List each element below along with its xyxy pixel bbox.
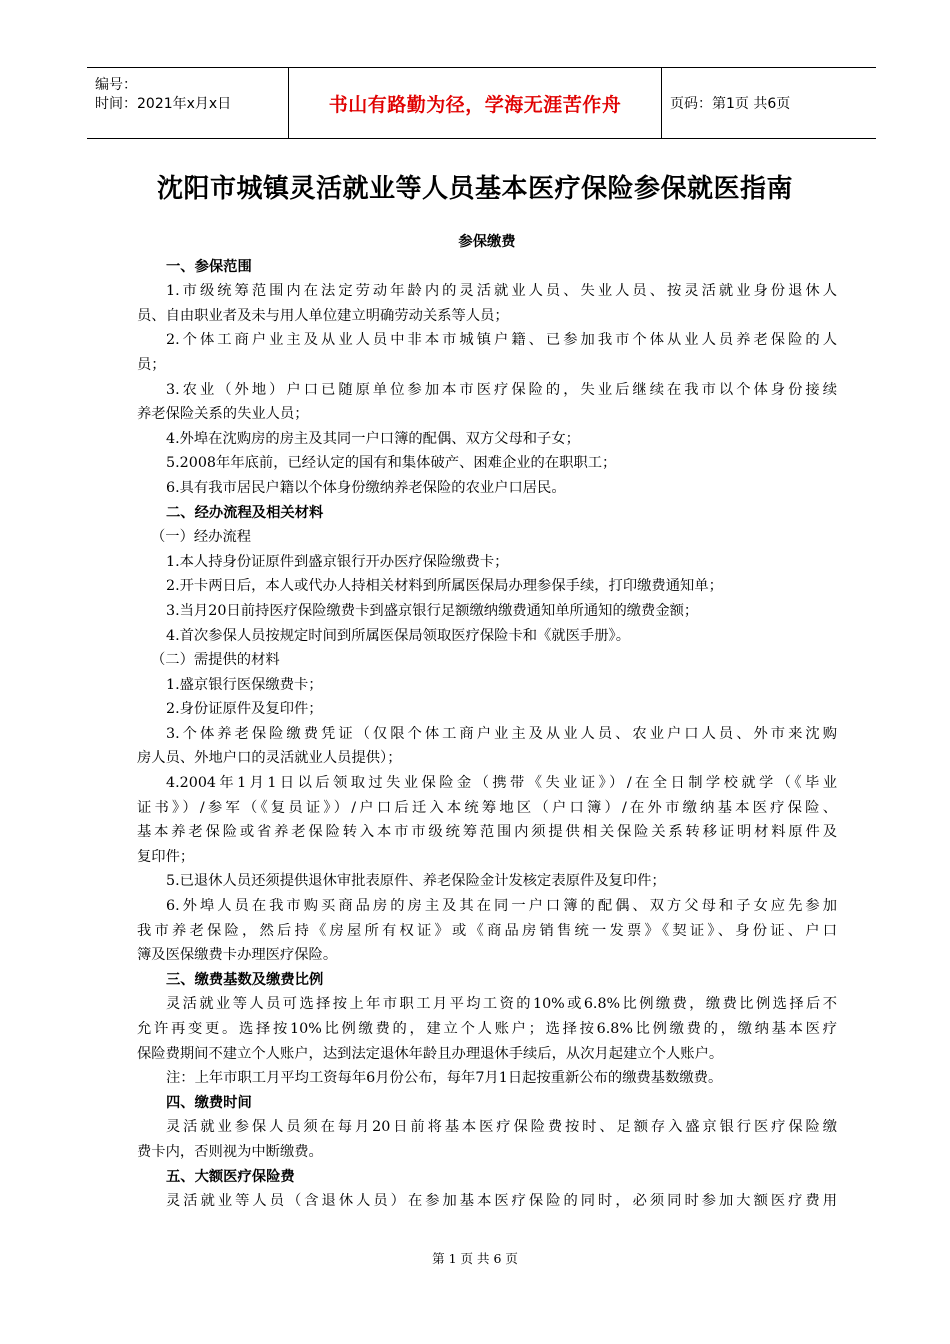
paragraph-line: 5.2008年年底前，已经认定的国有和集体破产、困难企业的在职职工； [166, 455, 617, 472]
number-label: 编号： [95, 77, 137, 93]
section-heading: 四、缴费时间 [166, 1094, 252, 1111]
paragraph-line: 5.已退休人员还须提供退休审批表原件、养老保险金计发核定表原件及复印件； [166, 873, 666, 890]
section-heading: 三、缴费基数及缴费比例 [166, 971, 324, 988]
paragraph-line: 房人员、外地户口的灵活就业人员提供）； [137, 750, 402, 767]
paragraph-line: 注：上年市职工月平均工资每年6月份公布，每年7月1日起按重新公布的缴费基数缴费。 [166, 1070, 723, 1087]
document-title: 沈阳市城镇灵活就业等人员基本医疗保险参保就医指南 [156, 174, 793, 204]
paragraph-line: 1.盛京银行医保缴费卡； [166, 676, 323, 693]
paragraph-line: 6.具有我市居民户籍以个体身份缴纳养老保险的农业户口居民。 [166, 479, 566, 496]
paragraph-line: 员； [137, 356, 166, 373]
paragraph-line: （二）需提供的材料 [151, 652, 280, 669]
document-body [137, 230, 837, 1214]
paragraph-line: 1.本人持身份证原件到盛京银行开办医疗保险缴费卡； [166, 553, 509, 570]
paragraph-line: 3.农业（外地）户口已随原单位参加本市医疗保险的，失业后继续在我市以个体身份接续 [166, 381, 837, 398]
section-heading: 二、经办流程及相关材料 [166, 504, 324, 521]
paragraph-line: 允许再变更。选择按10%比例缴费的，建立个人账户；选择按6.8%比例缴费的，缴纳基本医疗 [137, 1021, 837, 1037]
page-info: 页码：第1页 共6页 [670, 96, 791, 112]
paragraph-line: 簿及医保缴费卡办理医疗保险。 [137, 947, 338, 964]
section-heading: 参保缴费 [458, 234, 516, 250]
paragraph-line: 6.外埠人员在我市购买商品房的房主及其在同一户口簿的配偶、双方父母和子女应先参加 [166, 898, 837, 915]
paragraph-line: 3.个体养老保险缴费凭证（仅限个体工商户业主及从业人员、农业户口人员、外市来沈购 [166, 725, 837, 742]
paragraph-line: 灵活就业等人员（含退休人员）在参加基本医疗保险的同时，必须同时参加大额医疗费用 [166, 1193, 837, 1210]
header-motto-cell [289, 68, 662, 138]
paragraph-line: 2.个体工商户业主及从业人员中非本市城镇户籍、已参加我市个体从业人员养老保险的人 [166, 332, 837, 349]
paragraph-line: 3.当月20日前持医疗保险缴费卡到盛京银行足额缴纳缴费通知单所通知的缴费金额； [166, 602, 699, 619]
motto-text: 书山有路勤为径，学海无涯苦作舟 [328, 93, 622, 116]
header-info-cell [87, 68, 289, 138]
paragraph-line: 养老保险关系的失业人员； [137, 406, 309, 423]
paragraph-line: 员、自由职业者及未与用人单位建立明确劳动关系等人员； [137, 307, 509, 324]
paragraph-line: 我市养老保险，然后持《房屋所有权证》或《商品房销售统一发票》《契证》、身份证、户口 [137, 922, 837, 939]
page-footer: 第 1 页 共 6 页 [432, 1251, 518, 1266]
time-label: 时间：2021年x月x日 [95, 96, 232, 112]
header-table [87, 67, 876, 139]
paragraph-line: （一）经办流程 [151, 529, 252, 546]
paragraph-line: 复印件； [137, 848, 195, 865]
paragraph-line: 4.首次参保人员按规定时间到所属医保局领取医疗保险卡和《就医手册》。 [166, 627, 630, 644]
paragraph-line: 2.开卡两日后，本人或代办人持相关材料到所属医保局办理参保手续，打印缴费通知单； [166, 578, 723, 595]
paragraph-line: 费卡内，否则视为中断缴费。 [137, 1143, 323, 1160]
section-heading: 五、大额医疗保险费 [166, 1168, 295, 1185]
header-page-cell [662, 68, 876, 138]
paragraph-line: 4.外埠在沈购房的房主及其同一户口簿的配偶、双方父母和子女； [166, 430, 580, 447]
section-heading: 一、参保范围 [166, 258, 252, 275]
paragraph-line: 2.身份证原件及复印件； [166, 701, 323, 718]
paragraph-line: 1.市级统筹范围内在法定劳动年龄内的灵活就业人员、失业人员、按灵活就业身份退休人 [166, 283, 837, 300]
paragraph-line: 灵活就业参保人员须在每月20日前将基本医疗保险费按时、足额存入盛京银行医疗保险缴 [166, 1119, 837, 1136]
paragraph-line: 保险费期间不建立个人账户，达到法定退休年龄且办理退休手续后，从次月起建立个人账户。 [137, 1045, 724, 1062]
paragraph-line: 基本养老保险或省养老保险转入本市市级统筹范围内须提供相关保险关系转移证明材料原件及 [137, 824, 837, 841]
paragraph-line: 灵活就业等人员可选择按上年市职工月平均工资的10%或6.8%比例缴费，缴费比例选择后不 [166, 996, 837, 1013]
paragraph-line: 4.2004年1月1日以后领取过失业保险金（携带《失业证》）/在全日制学校就学（《毕业 [166, 775, 837, 792]
paragraph-line: 证书》）/参军（《复员证》）/户口后迁入本统筹地区（户口簿）/在外市缴纳基本医疗保险、 [137, 799, 837, 816]
